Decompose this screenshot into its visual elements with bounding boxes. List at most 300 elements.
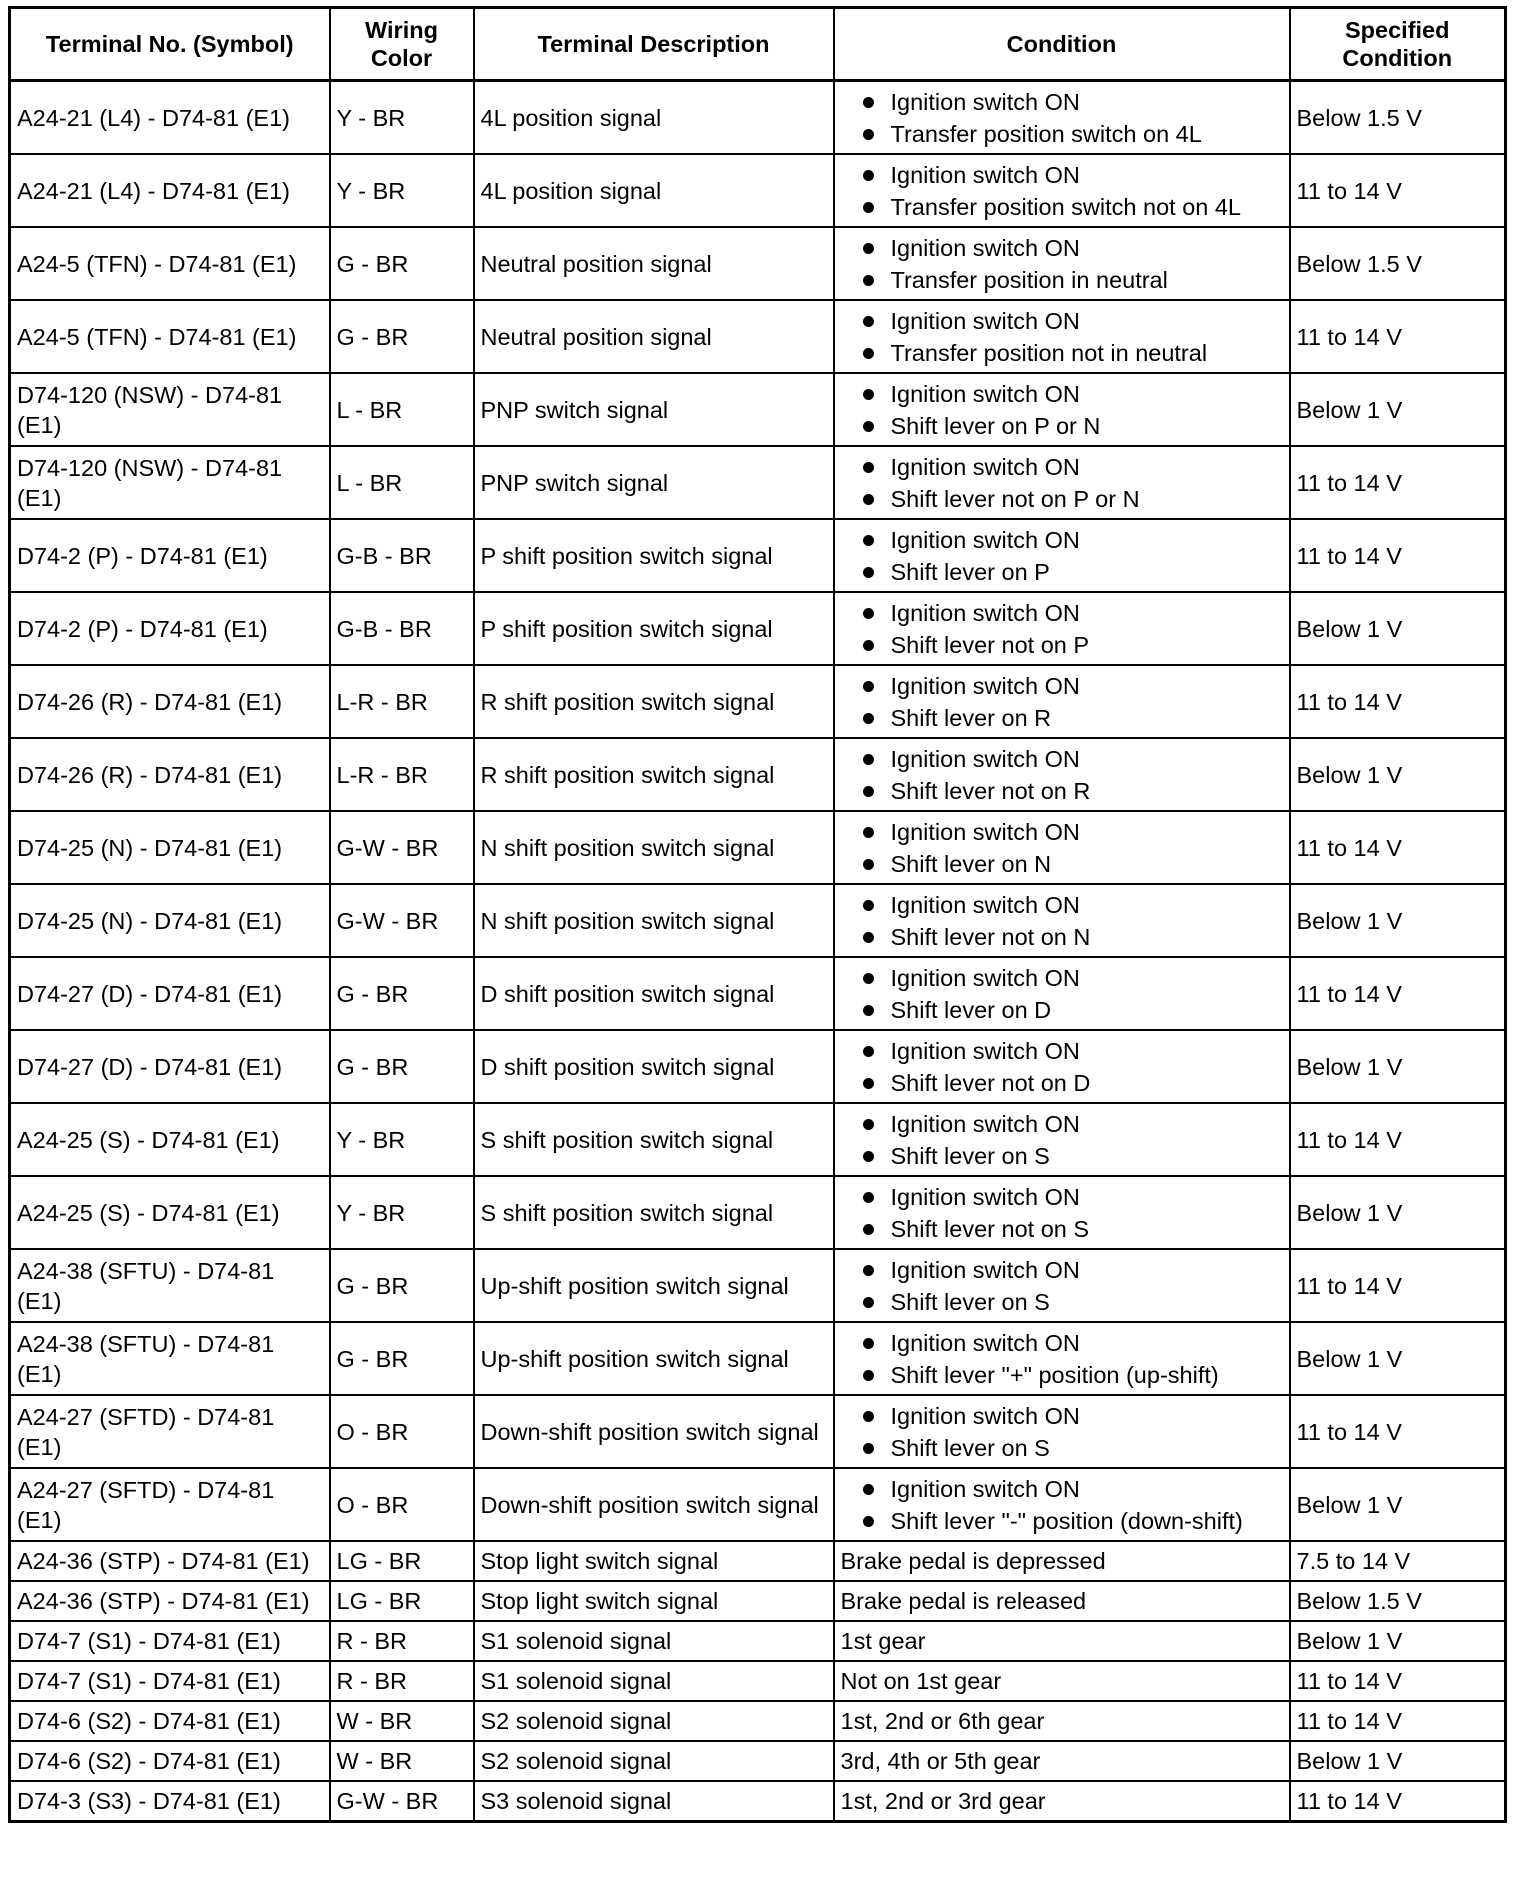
terminal-cell: D74-7 (S1) - D74-81 (E1) xyxy=(10,1621,330,1661)
condition-item xyxy=(841,1473,1283,1505)
wiring-color-cell: R - BR xyxy=(330,1621,474,1661)
condition-item xyxy=(841,1035,1283,1067)
terminal-description-cell: S3 solenoid signal xyxy=(474,1781,834,1822)
condition-cell xyxy=(834,1468,1290,1541)
specified-condition-cell: 7.5 to 14 V xyxy=(1290,1541,1506,1581)
condition-cell: 3rd, 4th or 5th gear xyxy=(834,1741,1290,1781)
terminal-cell: A24-36 (STP) - D74-81 (E1) xyxy=(10,1581,330,1621)
specified-condition-cell: Below 1 V xyxy=(1290,1468,1506,1541)
wiring-color-cell: Y - BR xyxy=(330,1176,474,1249)
bullet-icon xyxy=(863,170,874,181)
wiring-color-cell: G-W - BR xyxy=(330,1781,474,1822)
wiring-color-cell: Y - BR xyxy=(330,1103,474,1176)
condition-item xyxy=(841,1286,1283,1318)
condition-cell: 1st gear xyxy=(834,1621,1290,1661)
condition-text: Ignition switch ON xyxy=(890,818,1080,845)
terminal-description-cell: D shift position switch signal xyxy=(474,1030,834,1103)
bullet-icon xyxy=(863,713,874,724)
terminal-description-cell: S shift position switch signal xyxy=(474,1176,834,1249)
terminal-description-cell: Stop light switch signal xyxy=(474,1581,834,1621)
specified-condition-cell: 11 to 14 V xyxy=(1290,1103,1506,1176)
bullet-icon xyxy=(863,243,874,254)
condition-list xyxy=(841,232,1283,296)
terminal-cell: D74-27 (D) - D74-81 (E1) xyxy=(10,957,330,1030)
condition-item xyxy=(841,191,1283,223)
condition-list xyxy=(841,1327,1283,1391)
condition-text: Ignition switch ON xyxy=(890,161,1080,188)
condition-text: Ignition switch ON xyxy=(890,307,1080,334)
condition-item xyxy=(841,232,1283,264)
bullet-icon xyxy=(863,1151,874,1162)
bullet-icon xyxy=(863,859,874,870)
condition-text: Ignition switch ON xyxy=(890,672,1080,699)
terminal-cell: A24-36 (STP) - D74-81 (E1) xyxy=(10,1541,330,1581)
terminal-cell: D74-2 (P) - D74-81 (E1) xyxy=(10,592,330,665)
wiring-color-cell: L - BR xyxy=(330,373,474,446)
wiring-color-cell: G - BR xyxy=(330,1249,474,1322)
condition-text: Shift lever on P or N xyxy=(890,412,1101,439)
condition-item xyxy=(841,451,1283,483)
bullet-icon xyxy=(863,1005,874,1016)
terminal-cell: D74-2 (P) - D74-81 (E1) xyxy=(10,519,330,592)
condition-item xyxy=(841,775,1283,807)
bullet-icon xyxy=(863,1046,874,1057)
wiring-color-cell: LG - BR xyxy=(330,1541,474,1581)
terminal-description-cell: N shift position switch signal xyxy=(474,811,834,884)
condition-text: Shift lever on R xyxy=(890,704,1052,731)
condition-text: Shift lever not on D xyxy=(890,1069,1091,1096)
bullet-icon xyxy=(863,389,874,400)
bullet-icon xyxy=(863,1370,874,1381)
condition-list xyxy=(841,670,1283,734)
bullet-icon xyxy=(863,640,874,651)
condition-cell xyxy=(834,1030,1290,1103)
specified-condition-cell: 11 to 14 V xyxy=(1290,300,1506,373)
bullet-icon xyxy=(863,129,874,140)
condition-cell xyxy=(834,1103,1290,1176)
specified-condition-cell: Below 1.5 V xyxy=(1290,227,1506,300)
wiring-color-cell: G-W - BR xyxy=(330,811,474,884)
condition-text: Shift lever on S xyxy=(890,1142,1050,1169)
condition-list xyxy=(841,1181,1283,1245)
specified-condition-cell: Below 1 V xyxy=(1290,373,1506,446)
condition-text: Ignition switch ON xyxy=(890,88,1080,115)
condition-item xyxy=(841,994,1283,1026)
specified-condition-cell: 11 to 14 V xyxy=(1290,1395,1506,1468)
bullet-icon xyxy=(863,202,874,213)
condition-list xyxy=(841,451,1283,515)
condition-item xyxy=(841,1108,1283,1140)
terminal-description-cell: S2 solenoid signal xyxy=(474,1741,834,1781)
specified-condition-cell: Below 1 V xyxy=(1290,738,1506,811)
table-row xyxy=(10,1661,1506,1701)
table-row xyxy=(10,1701,1506,1741)
condition-list xyxy=(841,962,1283,1026)
terminal-cell: D74-120 (NSW) - D74-81 (E1) xyxy=(10,373,330,446)
condition-text: Shift lever "-" position (down-shift) xyxy=(890,1507,1243,1534)
terminal-cell: A24-21 (L4) - D74-81 (E1) xyxy=(10,81,330,155)
specified-condition-cell: 11 to 14 V xyxy=(1290,1249,1506,1322)
specified-condition-cell: Below 1 V xyxy=(1290,1176,1506,1249)
table-row xyxy=(10,300,1506,373)
condition-item xyxy=(841,921,1283,953)
wiring-color-cell: LG - BR xyxy=(330,1581,474,1621)
terminal-cell: D74-3 (S3) - D74-81 (E1) xyxy=(10,1781,330,1822)
wiring-color-cell: Y - BR xyxy=(330,154,474,227)
condition-cell xyxy=(834,1322,1290,1395)
condition-text: Shift lever on S xyxy=(890,1434,1050,1461)
wiring-color-cell: G - BR xyxy=(330,300,474,373)
condition-cell xyxy=(834,1249,1290,1322)
terminal-description-cell: Down-shift position switch signal xyxy=(474,1468,834,1541)
condition-list xyxy=(841,597,1283,661)
condition-cell xyxy=(834,81,1290,155)
condition-item xyxy=(841,1213,1283,1245)
bullet-icon xyxy=(863,567,874,578)
condition-text: Shift lever on N xyxy=(890,850,1052,877)
condition-cell xyxy=(834,227,1290,300)
condition-text: Ignition switch ON xyxy=(890,1037,1080,1064)
condition-item xyxy=(841,816,1283,848)
condition-text: Ignition switch ON xyxy=(890,964,1080,991)
bullet-icon xyxy=(863,1411,874,1422)
bullet-icon xyxy=(863,1224,874,1235)
condition-text: Shift lever not on P or N xyxy=(890,485,1140,512)
terminal-description-cell: S shift position switch signal xyxy=(474,1103,834,1176)
terminal-description-cell: PNP switch signal xyxy=(474,373,834,446)
table-row xyxy=(10,1781,1506,1822)
condition-item xyxy=(841,86,1283,118)
terminal-description-cell: P shift position switch signal xyxy=(474,519,834,592)
table-row xyxy=(10,446,1506,519)
specified-condition-cell: Below 1 V xyxy=(1290,592,1506,665)
specified-condition-cell: 11 to 14 V xyxy=(1290,811,1506,884)
terminal-description-cell: S2 solenoid signal xyxy=(474,1701,834,1741)
table-row xyxy=(10,1581,1506,1621)
condition-cell xyxy=(834,446,1290,519)
condition-cell xyxy=(834,1395,1290,1468)
terminal-description-cell: R shift position switch signal xyxy=(474,738,834,811)
condition-text: Ignition switch ON xyxy=(890,234,1080,261)
specified-condition-cell: Below 1.5 V xyxy=(1290,81,1506,155)
terminal-cell: D74-7 (S1) - D74-81 (E1) xyxy=(10,1661,330,1701)
condition-cell xyxy=(834,300,1290,373)
condition-cell: Brake pedal is released xyxy=(834,1581,1290,1621)
header-row xyxy=(10,8,1506,81)
condition-item xyxy=(841,629,1283,661)
terminal-description-cell: N shift position switch signal xyxy=(474,884,834,957)
table-row xyxy=(10,811,1506,884)
table-row xyxy=(10,373,1506,446)
condition-text: Ignition switch ON xyxy=(890,380,1080,407)
terminal-description-cell: S1 solenoid signal xyxy=(474,1661,834,1701)
bullet-icon xyxy=(863,900,874,911)
condition-text: Transfer position switch on 4L xyxy=(890,120,1202,147)
condition-text: Ignition switch ON xyxy=(890,1475,1080,1502)
condition-cell xyxy=(834,519,1290,592)
terminal-cell: A24-27 (SFTD) - D74-81 (E1) xyxy=(10,1468,330,1541)
wiring-color-cell: Y - BR xyxy=(330,81,474,155)
table-row xyxy=(10,1621,1506,1661)
table-row xyxy=(10,957,1506,1030)
condition-list xyxy=(841,1254,1283,1318)
terminal-description-cell: D shift position switch signal xyxy=(474,957,834,1030)
condition-item xyxy=(841,483,1283,515)
terminal-description-cell: Up-shift position switch signal xyxy=(474,1322,834,1395)
header-condition: Condition xyxy=(834,8,1290,81)
condition-list xyxy=(841,743,1283,807)
condition-text: Ignition switch ON xyxy=(890,1256,1080,1283)
condition-text: Transfer position in neutral xyxy=(890,266,1168,293)
specified-condition-cell: 11 to 14 V xyxy=(1290,665,1506,738)
condition-text: Ignition switch ON xyxy=(890,1402,1080,1429)
table-row xyxy=(10,519,1506,592)
table-row xyxy=(10,227,1506,300)
bullet-icon xyxy=(863,97,874,108)
specified-condition-cell: 11 to 14 V xyxy=(1290,957,1506,1030)
header-description: Terminal Description xyxy=(474,8,834,81)
condition-item xyxy=(841,889,1283,921)
specified-condition-cell: 11 to 14 V xyxy=(1290,519,1506,592)
condition-text: Shift lever not on N xyxy=(890,923,1091,950)
condition-list xyxy=(841,1108,1283,1172)
condition-text: Shift lever not on P xyxy=(890,631,1090,658)
terminal-cell: D74-27 (D) - D74-81 (E1) xyxy=(10,1030,330,1103)
condition-item xyxy=(841,305,1283,337)
condition-list xyxy=(841,1473,1283,1537)
condition-cell xyxy=(834,957,1290,1030)
wiring-color-cell: G-B - BR xyxy=(330,592,474,665)
condition-list xyxy=(841,86,1283,150)
bullet-icon xyxy=(863,1265,874,1276)
condition-text: Ignition switch ON xyxy=(890,1183,1080,1210)
bullet-icon xyxy=(863,1192,874,1203)
condition-list xyxy=(841,378,1283,442)
specified-condition-cell: Below 1.5 V xyxy=(1290,1581,1506,1621)
condition-item xyxy=(841,597,1283,629)
condition-text: Shift lever not on S xyxy=(890,1215,1090,1242)
wiring-color-cell: G-W - BR xyxy=(330,884,474,957)
condition-item xyxy=(841,848,1283,880)
condition-item xyxy=(841,1181,1283,1213)
specified-condition-cell: 11 to 14 V xyxy=(1290,1661,1506,1701)
condition-text: Ignition switch ON xyxy=(890,453,1080,480)
bullet-icon xyxy=(863,1078,874,1089)
specified-condition-cell: 11 to 14 V xyxy=(1290,154,1506,227)
bullet-icon xyxy=(863,421,874,432)
condition-text: Ignition switch ON xyxy=(890,526,1080,553)
condition-text: Shift lever not on R xyxy=(890,777,1091,804)
terminal-cell: A24-25 (S) - D74-81 (E1) xyxy=(10,1103,330,1176)
terminal-description-cell: Neutral position signal xyxy=(474,300,834,373)
table-row xyxy=(10,1468,1506,1541)
table-row xyxy=(10,665,1506,738)
specified-condition-cell: Below 1 V xyxy=(1290,1030,1506,1103)
terminal-cell: A24-21 (L4) - D74-81 (E1) xyxy=(10,154,330,227)
terminal-description-cell: R shift position switch signal xyxy=(474,665,834,738)
terminal-cell: D74-25 (N) - D74-81 (E1) xyxy=(10,884,330,957)
condition-list xyxy=(841,889,1283,953)
condition-cell: 1st, 2nd or 3rd gear xyxy=(834,1781,1290,1822)
table-row xyxy=(10,1030,1506,1103)
terminal-description-cell: 4L position signal xyxy=(474,81,834,155)
condition-cell xyxy=(834,884,1290,957)
condition-text: Ignition switch ON xyxy=(890,1110,1080,1137)
terminal-cell: D74-6 (S2) - D74-81 (E1) xyxy=(10,1701,330,1741)
terminal-description-cell: Down-shift position switch signal xyxy=(474,1395,834,1468)
condition-cell xyxy=(834,665,1290,738)
condition-cell xyxy=(834,592,1290,665)
wiring-color-cell: L - BR xyxy=(330,446,474,519)
bullet-icon xyxy=(863,608,874,619)
condition-item xyxy=(841,410,1283,442)
specified-condition-cell: 11 to 14 V xyxy=(1290,1701,1506,1741)
terminal-cell: D74-25 (N) - D74-81 (E1) xyxy=(10,811,330,884)
wiring-color-cell: O - BR xyxy=(330,1395,474,1468)
terminal-description-cell: Stop light switch signal xyxy=(474,1541,834,1581)
condition-text: Ignition switch ON xyxy=(890,891,1080,918)
condition-text: Shift lever on P xyxy=(890,558,1050,585)
wiring-color-cell: G - BR xyxy=(330,1030,474,1103)
condition-item xyxy=(841,1359,1283,1391)
bullet-icon xyxy=(863,973,874,984)
condition-cell: 1st, 2nd or 6th gear xyxy=(834,1701,1290,1741)
wiring-color-cell: L-R - BR xyxy=(330,738,474,811)
terminal-cell: A24-38 (SFTU) - D74-81 (E1) xyxy=(10,1249,330,1322)
table-row xyxy=(10,1541,1506,1581)
bullet-icon xyxy=(863,494,874,505)
bullet-icon xyxy=(863,932,874,943)
bullet-icon xyxy=(863,1338,874,1349)
condition-item xyxy=(841,1505,1283,1537)
table-row xyxy=(10,1741,1506,1781)
condition-item xyxy=(841,1432,1283,1464)
specified-condition-cell: Below 1 V xyxy=(1290,1621,1506,1661)
bullet-icon xyxy=(863,754,874,765)
condition-item xyxy=(841,1067,1283,1099)
terminal-description-cell: Neutral position signal xyxy=(474,227,834,300)
condition-text: Shift lever "+" position (up-shift) xyxy=(890,1361,1219,1388)
condition-cell: Brake pedal is depressed xyxy=(834,1541,1290,1581)
bullet-icon xyxy=(863,1119,874,1130)
table-row xyxy=(10,1103,1506,1176)
bullet-icon xyxy=(863,535,874,546)
specified-condition-cell: Below 1 V xyxy=(1290,1741,1506,1781)
wiring-color-cell: L-R - BR xyxy=(330,665,474,738)
terminal-cell: A24-5 (TFN) - D74-81 (E1) xyxy=(10,227,330,300)
condition-item xyxy=(841,337,1283,369)
bullet-icon xyxy=(863,462,874,473)
condition-list xyxy=(841,305,1283,369)
condition-cell xyxy=(834,811,1290,884)
condition-cell xyxy=(834,738,1290,811)
condition-item xyxy=(841,1400,1283,1432)
terminal-description-cell: P shift position switch signal xyxy=(474,592,834,665)
condition-item xyxy=(841,1254,1283,1286)
condition-cell xyxy=(834,373,1290,446)
condition-item xyxy=(841,962,1283,994)
table-row xyxy=(10,81,1506,155)
specified-condition-cell: 11 to 14 V xyxy=(1290,1781,1506,1822)
header-wiring-color: Wiring Color xyxy=(330,8,474,81)
condition-text: Shift lever on S xyxy=(890,1288,1050,1315)
wiring-color-cell: G - BR xyxy=(330,1322,474,1395)
condition-list xyxy=(841,1035,1283,1099)
terminal-cell: A24-27 (SFTD) - D74-81 (E1) xyxy=(10,1395,330,1468)
condition-item xyxy=(841,743,1283,775)
wiring-color-cell: G - BR xyxy=(330,957,474,1030)
condition-item xyxy=(841,556,1283,588)
terminal-cell: A24-38 (SFTU) - D74-81 (E1) xyxy=(10,1322,330,1395)
wiring-color-cell: W - BR xyxy=(330,1701,474,1741)
bullet-icon xyxy=(863,1297,874,1308)
terminal-spec-table xyxy=(8,6,1507,1823)
table-row xyxy=(10,1395,1506,1468)
condition-cell: Not on 1st gear xyxy=(834,1661,1290,1701)
bullet-icon xyxy=(863,786,874,797)
terminal-description-cell: S1 solenoid signal xyxy=(474,1621,834,1661)
terminal-cell: D74-26 (R) - D74-81 (E1) xyxy=(10,665,330,738)
condition-item xyxy=(841,264,1283,296)
header-terminal: Terminal No. (Symbol) xyxy=(10,8,330,81)
condition-item xyxy=(841,524,1283,556)
wiring-color-cell: O - BR xyxy=(330,1468,474,1541)
terminal-description-cell: PNP switch signal xyxy=(474,446,834,519)
condition-item xyxy=(841,702,1283,734)
wiring-color-cell: G-B - BR xyxy=(330,519,474,592)
table-row xyxy=(10,884,1506,957)
bullet-icon xyxy=(863,275,874,286)
condition-item xyxy=(841,670,1283,702)
terminal-cell: A24-5 (TFN) - D74-81 (E1) xyxy=(10,300,330,373)
condition-text: Ignition switch ON xyxy=(890,599,1080,626)
condition-cell xyxy=(834,154,1290,227)
table-row xyxy=(10,154,1506,227)
terminal-cell: D74-6 (S2) - D74-81 (E1) xyxy=(10,1741,330,1781)
wiring-color-cell: W - BR xyxy=(330,1741,474,1781)
condition-text: Transfer position switch not on 4L xyxy=(890,193,1242,220)
bullet-icon xyxy=(863,681,874,692)
terminal-description-cell: Up-shift position switch signal xyxy=(474,1249,834,1322)
specified-condition-cell: Below 1 V xyxy=(1290,1322,1506,1395)
bullet-icon xyxy=(863,316,874,327)
condition-list xyxy=(841,524,1283,588)
condition-text: Ignition switch ON xyxy=(890,1329,1080,1356)
condition-item xyxy=(841,378,1283,410)
wiring-color-cell: G - BR xyxy=(330,227,474,300)
bullet-icon xyxy=(863,348,874,359)
condition-text: Shift lever on D xyxy=(890,996,1052,1023)
condition-text: Ignition switch ON xyxy=(890,745,1080,772)
condition-item xyxy=(841,1327,1283,1359)
condition-list xyxy=(841,816,1283,880)
specified-condition-cell: 11 to 14 V xyxy=(1290,446,1506,519)
table-row xyxy=(10,1249,1506,1322)
bullet-icon xyxy=(863,1516,874,1527)
table-row xyxy=(10,592,1506,665)
terminal-cell: A24-25 (S) - D74-81 (E1) xyxy=(10,1176,330,1249)
terminal-description-cell: 4L position signal xyxy=(474,154,834,227)
condition-item xyxy=(841,118,1283,150)
condition-item xyxy=(841,159,1283,191)
condition-list xyxy=(841,159,1283,223)
header-specified-condition: Specified Condition xyxy=(1290,8,1506,81)
condition-text: Transfer position not in neutral xyxy=(890,339,1208,366)
table-row xyxy=(10,738,1506,811)
terminal-cell: D74-26 (R) - D74-81 (E1) xyxy=(10,738,330,811)
terminal-cell: D74-120 (NSW) - D74-81 (E1) xyxy=(10,446,330,519)
table-row xyxy=(10,1322,1506,1395)
